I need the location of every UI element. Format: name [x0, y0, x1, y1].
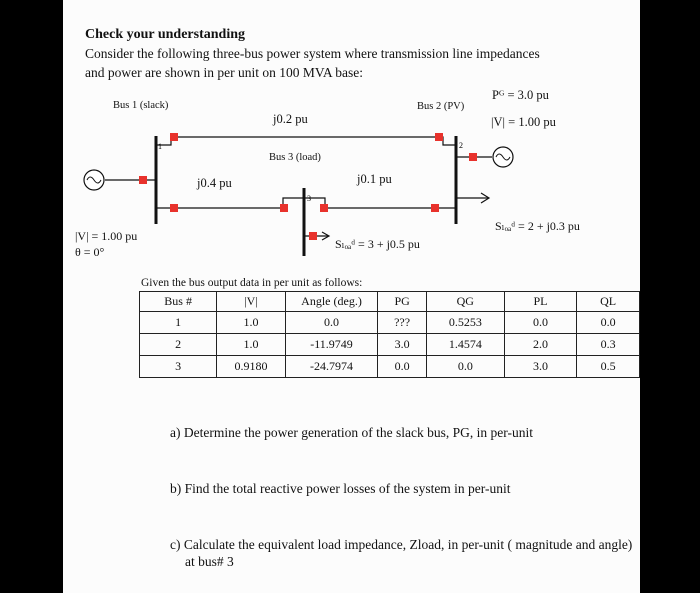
bus-1-angle-label: θ = 0° — [75, 245, 105, 259]
table-row — [140, 356, 640, 378]
table-cell: 0.0 — [426, 356, 504, 378]
breaker-gen-2 — [469, 153, 477, 161]
header-pg: PG — [378, 292, 427, 312]
table-cell: 3.0 — [378, 334, 427, 356]
table-cell: -11.9749 — [285, 334, 378, 356]
table-cell: 0.3 — [577, 334, 640, 356]
load-3-label: Sₗₒₐᵈ = 3 + j0.5 pu — [335, 237, 420, 251]
table-cell: 1.4574 — [426, 334, 504, 356]
bus-1-label: Bus 1 (slack) — [113, 100, 169, 111]
table-cell: 0.0 — [504, 312, 576, 334]
question-c-line-2: at bus# 3 — [185, 554, 234, 569]
table-cell: ??? — [378, 312, 427, 334]
bus-number-1: 1 — [158, 142, 162, 151]
table-caption: Given the bus output data in per unit as follows: — [141, 277, 363, 289]
table-cell: 1.0 — [217, 312, 285, 334]
impedance-1-3: j0.4 pu — [197, 176, 232, 190]
table-cell: 0.0 — [577, 312, 640, 334]
table-cell: 0.0 — [285, 312, 378, 334]
table-cell: 3 — [140, 356, 217, 378]
table-cell: 1 — [140, 312, 217, 334]
table-row — [140, 334, 640, 356]
bus-3-label: Bus 3 (load) — [269, 152, 321, 163]
document-page — [63, 0, 640, 593]
line-1-2 — [156, 137, 456, 145]
header-voltage: |V| — [217, 292, 285, 312]
table-cell: 0.0 — [378, 356, 427, 378]
table-header-row — [140, 292, 640, 312]
breaker-gen-1 — [139, 176, 147, 184]
question-a: a) Determine the power generation of the slack bus, PG, in per-unit — [170, 425, 533, 440]
heading: Check your understanding — [85, 27, 246, 42]
table-row — [140, 312, 640, 334]
header-angle: Angle (deg.) — [285, 292, 378, 312]
table-cell: -24.7974 — [285, 356, 378, 378]
table-cell: 3.0 — [504, 356, 576, 378]
header-pl: PL — [504, 292, 576, 312]
question-c-line-1: c) Calculate the equivalent load impedance, Zload, in per-unit ( magnitude and angle) — [170, 537, 633, 552]
breaker-1-2-a — [170, 133, 178, 141]
bus-1-voltage-label: |V| = 1.00 pu — [75, 229, 138, 243]
header-qg: QG — [426, 292, 504, 312]
impedance-2-3: j0.1 pu — [357, 172, 392, 186]
breaker-1-3-b — [280, 204, 288, 212]
load-2-label: Sₗₒₐᵈ = 2 + j0.3 pu — [495, 219, 580, 233]
intro-line-1: Consider the following three-bus power system where transmission line impedances — [85, 46, 540, 61]
header-bus: Bus # — [140, 292, 217, 312]
table-cell: 0.5 — [577, 356, 640, 378]
bus-2-voltage-label: |V| = 1.00 pu — [491, 115, 556, 129]
table-cell: 2.0 — [504, 334, 576, 356]
bus-number-3: 3 — [307, 194, 311, 203]
breaker-2-3-b — [431, 204, 439, 212]
pg-label: Pᴳ = 3.0 pu — [492, 88, 549, 102]
header-ql: QL — [577, 292, 640, 312]
table-cell: 1.0 — [217, 334, 285, 356]
breakers — [139, 133, 477, 240]
breaker-1-2-b — [435, 133, 443, 141]
table-cell: 0.5253 — [426, 312, 504, 334]
table-cell: 0.9180 — [217, 356, 285, 378]
table-cell: 2 — [140, 334, 217, 356]
breaker-1-3-a — [170, 204, 178, 212]
breaker-load-3 — [309, 232, 317, 240]
intro-line-2: and power are shown in per unit on 100 MVA base: — [85, 65, 363, 80]
bus-number-2: 2 — [459, 141, 463, 150]
bus-2-label: Bus 2 (PV) — [417, 101, 465, 112]
impedance-1-2: j0.2 pu — [273, 112, 308, 126]
bus-data-table — [139, 291, 640, 378]
breaker-2-3-a — [320, 204, 328, 212]
question-b: b) Find the total reactive power losses of the system in per-unit — [170, 481, 511, 496]
